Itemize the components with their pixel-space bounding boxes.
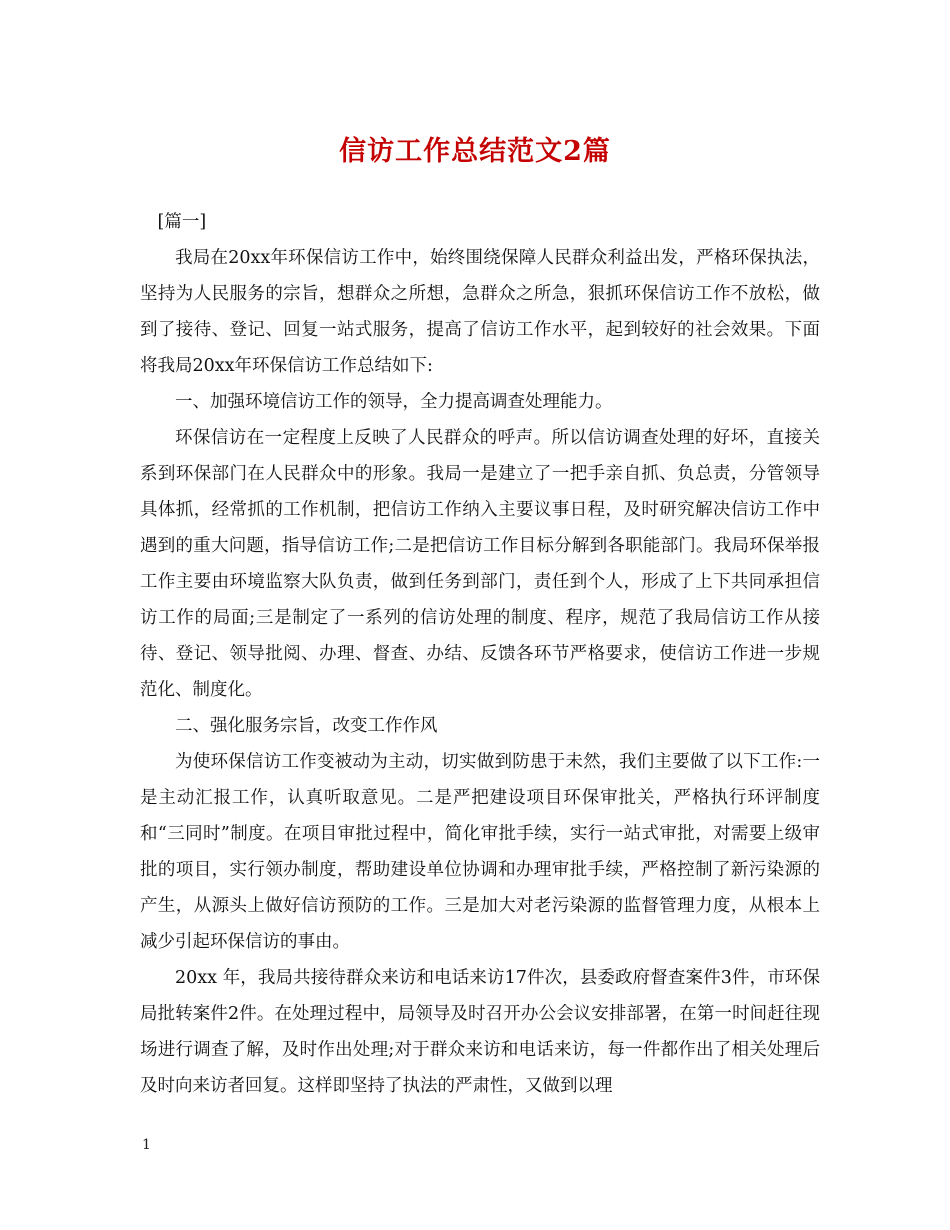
- paragraph-leadership: 环保信访在一定程度上反映了人民群众的呼声。所以信访调查处理的好坏，直接关系到环保部门在人民群众中的形象。我局一是建立了一把手亲自抓、负总责，分管领导具体抓，经常抓的工作机制，把信访工作纳入主要议事日程，及时研究解决信访工作中遇到的重大问题，指导信访工作;二是把信访工作目标分解到各职能部门。我局环保举报工作主要由环境监察大队负责，做到任务到部门，责任到个人，形成了上下共同承担信访工作的局面;三是制定了一系列的信访处理的制度、程序，规范了我局信访工作从接待、登记、领导批阅、办理、督查、办结、反馈各环节严格要求，使信访工作进一步规范化、制度化。: [140, 428, 820, 700]
- heading-two: 二、强化服务宗旨，改变工作作风: [175, 716, 438, 736]
- section-label: [篇一]: [157, 212, 207, 232]
- page-number: 1: [142, 1137, 151, 1153]
- document-body: [140, 204, 820, 1104]
- paragraph-statistics: 20xx 年，我局共接待群众来访和电话来访17件次，县委政府督查案件3件，市环保局批转案件2件。在处理过程中，局领导及时召开办公会议安排部署，在第一时间赶往现场进行调查了解，及时作出处理;对于群众来访和电话来访，每一件都作出了相关处理后及时向来访者回复。这样即坚持了执法的严肃性，又做到以理: [140, 968, 820, 1096]
- paragraph-intro: 我局在20xx年环保信访工作中，始终围绕保障人民群众利益出发，严格环保执法，坚持为人民服务的宗旨，想群众之所想，急群众之所急，狠抓环保信访工作不放松，做到了接待、登记、回复一站式服务，提高了信访工作水平，起到较好的社会效果。下面将我局20xx年环保信访工作总结如下:: [140, 248, 820, 376]
- heading-one: 一、加强环境信访工作的领导，全力提高调查处理能力。: [175, 392, 613, 412]
- paragraph-service: 为使环保信访工作变被动为主动，切实做到防患于未然，我们主要做了以下工作:一是主动汇报工作，认真听取意见。二是严把建设项目环保审批关，严格执行环评制度和“三同时”制度。在项目审批过程中，简化审批手续，实行一站式审批，对需要上级审批的项目，实行领办制度，帮助建设单位协调和办理审批手续，严格控制了新污染源的产生，从源头上做好信访预防的工作。三是加大对老污染源的监督管理力度，从根本上减少引起环保信访的事由。: [140, 752, 820, 952]
- page-title: 信访工作总结范文2篇: [339, 136, 611, 167]
